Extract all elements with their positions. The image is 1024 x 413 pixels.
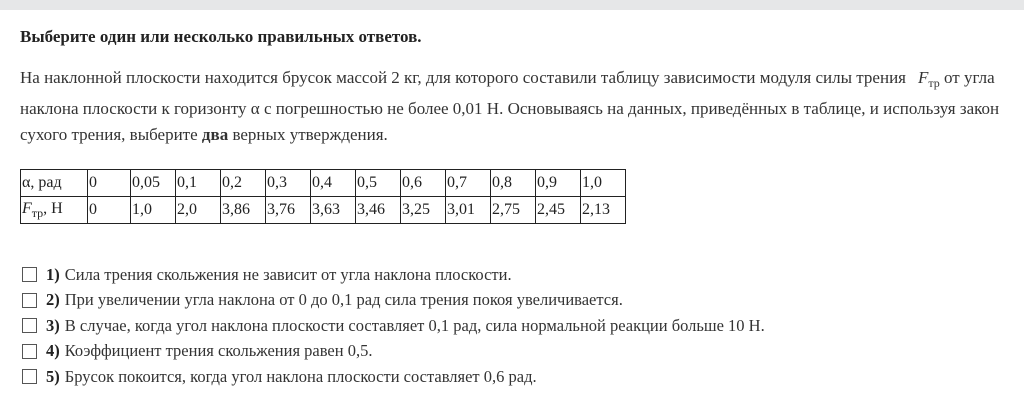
top-bar <box>0 0 1024 10</box>
problem-line2: от угла наклона плоскости к горизонту α с погрешностью не более 0,01 Н. Основываясь на данных, приведённых в таблице, и используя закон сухого трения, выберите <box>20 68 1000 144</box>
table-cell: 2,0 <box>176 197 221 224</box>
table-header-alpha: α, рад <box>21 170 88 197</box>
answer-option-2[interactable] <box>22 288 765 314</box>
table-row-force <box>21 197 626 224</box>
table-cell: 0,05 <box>131 170 176 197</box>
table-cell: 0,3 <box>266 170 311 197</box>
answer-option-5[interactable] <box>22 364 765 390</box>
table-cell: 0,7 <box>446 170 491 197</box>
option-text: Брусок покоится, когда угол наклона плоскости составляет 0,6 рад. <box>64 366 537 386</box>
table-cell: 0,4 <box>311 170 356 197</box>
table-cell: 0,2 <box>221 170 266 197</box>
table-cell: 0 <box>88 197 131 224</box>
table-row-alpha <box>21 170 626 197</box>
force-symbol: $F_{тр}$ <box>917 68 940 90</box>
table-cell: 1,0 <box>131 197 176 224</box>
answer-options <box>22 262 765 390</box>
option-number: 1) <box>46 264 60 284</box>
table-cell: 0,9 <box>536 170 581 197</box>
table-cell: 0 <box>88 170 131 197</box>
problem-statement <box>20 65 1005 148</box>
table-cell: 0,8 <box>491 170 536 197</box>
bold-word: два <box>201 125 229 144</box>
table-cell: 2,75 <box>491 197 536 224</box>
problem-line2-end: верных утверждения. <box>232 125 388 144</box>
option-text: Сила трения скольжения не зависит от угла наклона плоскости. <box>64 264 512 284</box>
data-table <box>20 169 626 224</box>
table-cell: 0,6 <box>401 170 446 197</box>
option-number: 3) <box>46 315 60 335</box>
table-cell: 3,46 <box>356 197 401 224</box>
option-number: 5) <box>46 366 60 386</box>
table-cell: 3,86 <box>221 197 266 224</box>
checkbox[interactable] <box>22 293 37 308</box>
table-cell: 0,5 <box>356 170 401 197</box>
table-cell: 2,45 <box>536 197 581 224</box>
table-cell: 3,01 <box>446 197 491 224</box>
answer-option-3[interactable] <box>22 313 765 339</box>
option-text: При увеличении угла наклона от 0 до 0,1 рад сила трения покоя увеличивается. <box>64 290 623 310</box>
checkbox[interactable] <box>22 318 37 333</box>
table-cell: 3,25 <box>401 197 446 224</box>
option-number: 4) <box>46 341 60 361</box>
problem-line1: На наклонной плоскости находится брусок массой 2 кг, для которого составили таблицу зависимости модуля силы трения <box>20 68 906 87</box>
checkbox[interactable] <box>22 267 37 282</box>
option-number: 2) <box>46 290 60 310</box>
table-cell: 3,76 <box>266 197 311 224</box>
table-cell: 0,1 <box>176 170 221 197</box>
table-cell: 1,0 <box>581 170 626 197</box>
instruction-heading: Выберите один или несколько правильных ответов. <box>20 27 422 46</box>
table-header-force: $F_{тр}$, Н <box>21 197 88 224</box>
checkbox[interactable] <box>22 344 37 359</box>
answer-option-1[interactable] <box>22 262 765 288</box>
option-text: В случае, когда угол наклона плоскости составляет 0,1 рад, сила нормальной реакции больше 10 Н. <box>64 315 765 335</box>
table-cell: 2,13 <box>581 197 626 224</box>
table-cell: 3,63 <box>311 197 356 224</box>
option-text: Коэффициент трения скольжения равен 0,5. <box>64 341 373 361</box>
answer-option-4[interactable] <box>22 339 765 365</box>
checkbox[interactable] <box>22 369 37 384</box>
